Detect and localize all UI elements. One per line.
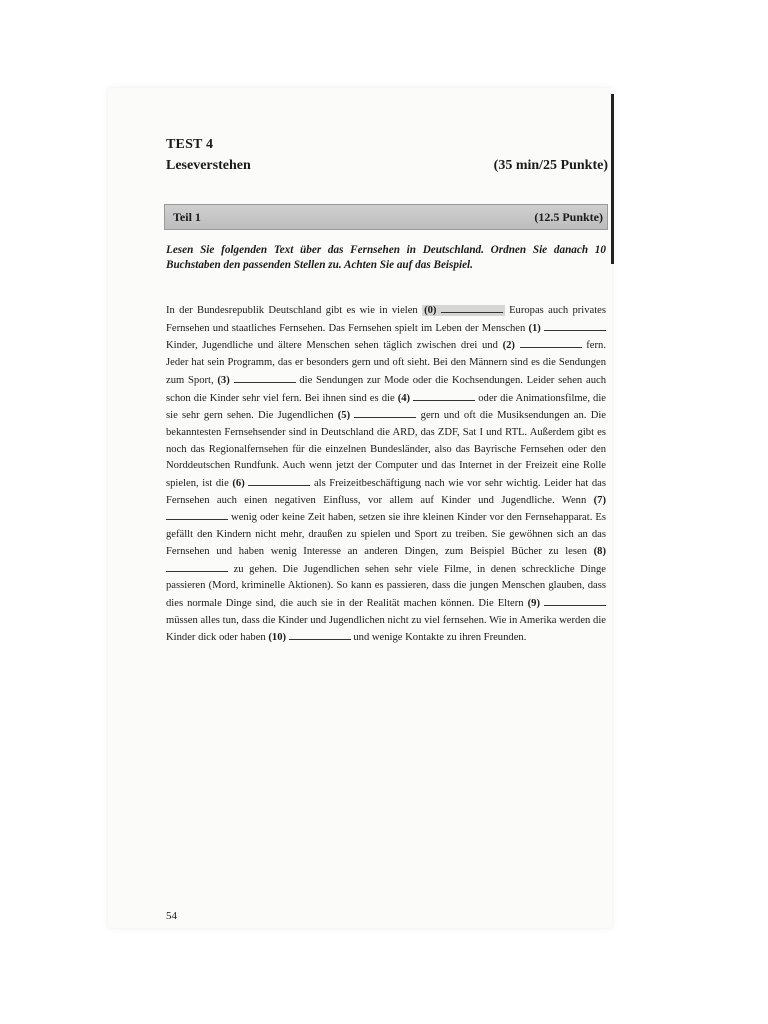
page-number: 54	[166, 910, 177, 922]
text-segment: gern und oft die Musiksendungen an. Die bekanntesten Fernsehsender sind in Deutschland die ARD, das ZDF, Sat I und RTL. Außerdem gibt es noch das Regionalfernsehen für die einzelnen Bundesländer, also das Bayrische Fernsehen oder den Norddeutschen Rundfunk. Auch wenn jetzt der Computer und das Internet in der Freizeit eine Rolle spielen, ist die	[166, 410, 606, 490]
gap-number: (8)	[593, 545, 606, 557]
gap-blank	[166, 509, 228, 520]
gap-number: (5)	[337, 410, 351, 422]
text-segment: fern. Jeder hat sein Programm, das er besonders gern und oft sieht. Bei den Männern sind es die Sendungen zum Sport,	[166, 340, 606, 386]
gap-blank	[234, 372, 296, 383]
gap-number: (0)	[424, 305, 437, 316]
section-points: (35 min/25 Punkte)	[493, 158, 608, 173]
reading-text	[166, 302, 606, 647]
gap-blank	[166, 561, 228, 572]
gap-number: (9)	[527, 597, 540, 609]
text-segment: oder die Animationsfilme, die sie sehr gern sehen. Die Jugendlichen	[166, 392, 606, 422]
text-segment: Europas auch privates Fernsehen und staatliches Fernsehen. Das Fernsehen spielt im Leben der Menschen	[166, 305, 606, 334]
gap-blank	[544, 595, 606, 606]
gap-number: (10)	[268, 632, 287, 644]
gap-number: (1)	[528, 322, 541, 334]
page-edge-mark	[611, 94, 614, 264]
gap-number: (6)	[232, 478, 245, 490]
gap-blank	[413, 390, 475, 401]
gap-number: (4)	[397, 392, 411, 404]
gap-blank	[441, 302, 503, 313]
book-page	[108, 88, 612, 928]
text-segment: müssen alles tun, dass die Kinder und Jugendlichen nicht zu viel fernsehen. Wie in Amerika werden die Kinder dick oder haben	[166, 614, 606, 644]
gap-blank	[354, 407, 416, 418]
text-segment: zu gehen. Die Jugendlichen sehen sehr viele Filme, in denen schreckliche Dinge passieren (Mord, kriminelle Aktionen). So kann es passieren, dass die jungen Menschen glauben, dass dies normale Dinge sind, die auch sie in der Realität machen können. Die Eltern	[166, 563, 607, 609]
gap-number: (3)	[217, 374, 230, 386]
gap-number: (7)	[593, 494, 606, 506]
text-segment: Kinder, Jugendliche und ältere Menschen sehen täglich zwischen drei und	[166, 340, 498, 352]
section-title: Leseverstehen	[166, 158, 251, 173]
text-segment: als Freizeitbeschäftigung nach wie vor sehr wichtig. Leider hat das Fernsehen auch einen negativen Einfluss, vor allem auf Kinder und Jugendliche. Wenn	[166, 478, 606, 506]
text-segment: wenig oder keine Zeit haben, setzen sie ihre kleinen Kinder vor den Fernsehapparat. Es gefällt den Kindern nicht mehr, draußen zu spielen und Sport zu treiben. Sie gewöhnen sich an das Fernsehen und haben wenig Interesse an anderen Dingen, zum Beispiel Bücher zu lesen	[166, 512, 606, 557]
task-instruction: Lesen Sie folgenden Text über das Fernsehen in Deutschland. Ordnen Sie danach 10 Buchstaben den passenden Stellen zu. Achten Sie auf das Beispiel.	[166, 244, 606, 271]
gap-blank	[248, 475, 310, 486]
gap-blank	[544, 320, 606, 331]
gap-blank	[289, 629, 351, 640]
text-segment: die Sendungen zur Mode oder die Kochsendungen. Leider sehen auch schon die Kinder sehr viel fern. Bei ihnen sind es die	[166, 374, 606, 404]
gap-blank	[520, 337, 582, 348]
teil-header-bar	[164, 204, 608, 230]
example-gap	[422, 305, 505, 316]
test-title: TEST 4	[166, 137, 214, 152]
teil-points: (12.5 Punkte)	[534, 210, 603, 224]
teil-label: Teil 1	[173, 210, 201, 224]
text-segment: In der Bundesrepublik Deutschland gibt es wie in vielen	[166, 305, 418, 316]
text-segment: und wenige Kontakte zu ihren Freunden.	[353, 632, 527, 644]
gap-number: (2)	[502, 340, 515, 352]
